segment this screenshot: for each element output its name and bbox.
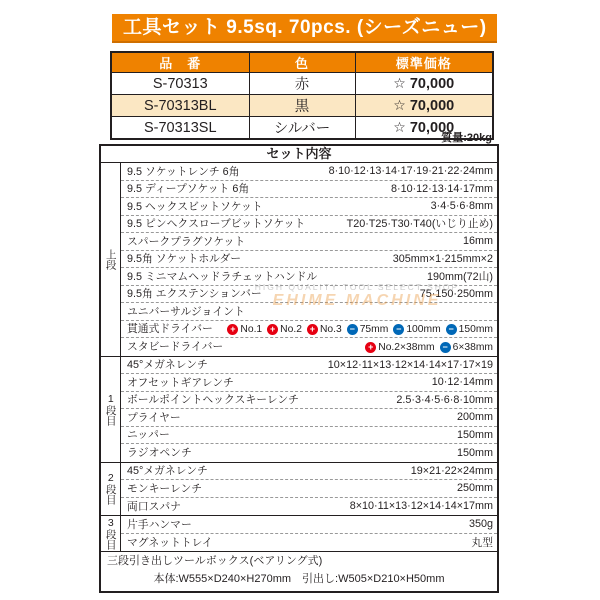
set-contents-table xyxy=(99,144,499,593)
item-name: プライヤー xyxy=(127,411,181,424)
item-spec: 10×12·11×13·12×14·14×17·17×19 xyxy=(327,358,493,371)
column-header-price: 標準価格 xyxy=(355,52,493,73)
weight-note: 質量:20kg xyxy=(441,132,492,144)
content-row xyxy=(121,233,497,251)
item-spec: 10·12·14mm xyxy=(431,376,493,389)
color-value: シルバー xyxy=(249,117,355,140)
item-spec: 350g xyxy=(468,518,493,531)
phillips-driver-icon: + xyxy=(365,342,376,353)
driver-spec-segment xyxy=(393,324,440,335)
item-name: 9.5 ミニマムヘッドラチェットハンドル xyxy=(127,270,318,283)
column-header-part-number: 品 番 xyxy=(111,52,249,73)
content-row xyxy=(121,516,497,534)
item-name: 9.5角 エクステンションバー xyxy=(127,288,262,301)
item-spec: 150mm xyxy=(456,446,493,459)
price-table-row xyxy=(111,95,493,117)
group-rows-tray3 xyxy=(121,516,497,551)
item-spec xyxy=(360,341,493,353)
item-name: ユニバーサルジョイント xyxy=(127,305,245,318)
price-value xyxy=(355,95,493,117)
driver-spec-text: 6×38mm xyxy=(452,341,493,353)
item-name: 9.5角 ソケットホルダー xyxy=(127,253,242,266)
driver-spec-segment xyxy=(365,342,434,353)
toolbox-row xyxy=(101,552,497,591)
phillips-driver-icon: + xyxy=(267,324,278,335)
price-amount: 70,000 xyxy=(409,120,455,136)
column-header-color: 色 xyxy=(249,52,355,73)
driver-spec-segment xyxy=(446,324,493,335)
content-row xyxy=(121,357,497,375)
watermark-tagline: HIGH QUALITY TOOL SELECT SHOP xyxy=(254,282,460,292)
content-row xyxy=(121,286,497,304)
flathead-driver-icon: − xyxy=(440,342,451,353)
flathead-driver-icon: − xyxy=(393,324,404,335)
phillips-driver-icon: + xyxy=(227,324,238,335)
item-name: 9.5 ヘックスビットソケット xyxy=(127,200,263,213)
item-spec xyxy=(222,323,493,335)
group-label-tray1 xyxy=(101,357,121,462)
item-spec: 8×10·11×13·12×14·14×17mm xyxy=(349,500,493,513)
item-name: スタビードライバー xyxy=(127,341,224,354)
item-spec: 8·10·12·13·14·17mm xyxy=(390,182,493,195)
flathead-driver-icon: − xyxy=(446,324,457,335)
item-name: オフセットギアレンチ xyxy=(127,376,234,389)
item-spec: 250mm xyxy=(456,482,493,495)
price-value xyxy=(355,73,493,95)
item-spec: T20·T25·T30·T40(いじり止め) xyxy=(346,218,493,231)
item-name: 両口スパナ xyxy=(127,500,181,513)
price-table-row xyxy=(111,73,493,95)
content-row xyxy=(121,338,497,356)
content-row xyxy=(121,534,497,552)
content-row xyxy=(121,321,497,339)
part-number: S-70313 xyxy=(111,73,249,95)
driver-spec-text: No.3 xyxy=(319,323,342,335)
phillips-driver-icon: + xyxy=(307,324,318,335)
toolbox-dimensions: 本体:W555×D240×H270mm 引出し:W505×D210×H50mm xyxy=(153,573,445,585)
driver-spec-text: 100mm xyxy=(406,323,441,335)
contents-group-top xyxy=(101,163,497,357)
item-name: ニッパー xyxy=(127,429,170,442)
part-number: S-70313BL xyxy=(111,95,249,117)
driver-spec-segment xyxy=(307,324,342,335)
driver-spec-text: No.2×38mm xyxy=(378,341,435,353)
contents-group-tray3 xyxy=(101,516,497,552)
item-name: スパークプラグソケット xyxy=(127,235,246,248)
contents-group-tray2 xyxy=(101,463,497,517)
content-row xyxy=(121,392,497,410)
price-amount: 70,000 xyxy=(409,76,455,92)
watermark-shop-name: EHIME MACHINE xyxy=(272,292,442,309)
driver-spec-segment xyxy=(347,324,389,335)
driver-spec-text: 150mm xyxy=(458,323,493,335)
group-rows-tray2 xyxy=(121,463,497,516)
group-label-tray2 xyxy=(101,463,121,516)
page-title: 工具セット 9.5sq. 70pcs. (シーズニュー) xyxy=(112,14,497,43)
item-spec: 丸型 xyxy=(471,536,493,549)
driver-spec-text: 75mm xyxy=(359,323,389,335)
group-label-text: 3段目 xyxy=(104,517,117,550)
item-spec: 200mm xyxy=(456,411,493,424)
group-label-text: 1段目 xyxy=(104,392,117,426)
driver-spec-segment xyxy=(440,342,493,353)
item-spec: 2.5·3·4·5·6·8·10mm xyxy=(396,393,493,406)
item-name: 9.5 ディープソケット 6角 xyxy=(127,183,250,196)
item-name: 45°メガネレンチ xyxy=(127,465,208,478)
content-row xyxy=(121,181,497,199)
content-row xyxy=(121,268,497,286)
item-name: 9.5 ソケットレンチ 6角 xyxy=(127,165,240,178)
item-name: 片手ハンマー xyxy=(127,518,192,531)
item-spec: 75·150·250mm xyxy=(419,287,493,300)
content-row xyxy=(121,374,497,392)
item-spec: 3·4·5·6·8mm xyxy=(430,200,493,213)
contents-group-tray1 xyxy=(101,357,497,463)
item-spec: 305mm×1·215mm×2 xyxy=(392,252,493,265)
content-row xyxy=(121,251,497,269)
price-amount: 70,000 xyxy=(409,98,455,114)
driver-spec-text: No.1 xyxy=(240,323,263,335)
set-contents-header: セット内容 xyxy=(101,146,497,163)
group-label-top xyxy=(101,163,121,356)
content-row xyxy=(121,480,497,498)
content-row xyxy=(121,303,497,321)
group-rows-top xyxy=(121,163,497,356)
price-table xyxy=(110,51,494,140)
color-value: 赤 xyxy=(249,73,355,95)
group-label-tray3 xyxy=(101,516,121,551)
item-name: 貫通式ドライバー xyxy=(127,323,213,336)
content-row xyxy=(121,444,497,462)
group-label-text: 上段 xyxy=(104,248,117,270)
part-number: S-70313SL xyxy=(111,117,249,140)
item-name: 45°メガネレンチ xyxy=(127,359,208,372)
contents-body xyxy=(101,163,497,552)
content-row xyxy=(121,498,497,516)
item-name: ボールポイントヘックスキーレンチ xyxy=(127,394,299,407)
group-label-text: 2段目 xyxy=(104,472,117,506)
price-table-header-row xyxy=(111,52,493,73)
color-value: 黒 xyxy=(249,95,355,117)
item-spec: 16mm xyxy=(463,235,493,248)
toolbox-name: 三段引き出しツールボックス(ベアリング式) xyxy=(107,555,323,567)
star-icon: ☆ xyxy=(393,97,406,113)
driver-spec-text: No.2 xyxy=(280,323,302,335)
group-rows-tray1 xyxy=(121,357,497,462)
content-row xyxy=(121,409,497,427)
star-icon: ☆ xyxy=(393,75,406,91)
driver-spec-segment xyxy=(267,324,302,335)
item-spec: 19×21·22×24mm xyxy=(410,464,493,477)
content-row xyxy=(121,198,497,216)
item-spec: 190mm(72山) xyxy=(427,270,493,283)
item-name: モンキーレンチ xyxy=(127,482,203,495)
flathead-driver-icon: − xyxy=(347,324,358,335)
item-name: マグネットトレイ xyxy=(127,536,213,549)
star-icon: ☆ xyxy=(393,119,406,135)
content-row xyxy=(121,463,497,481)
item-name: ラジオペンチ xyxy=(127,447,192,460)
driver-spec-segment xyxy=(227,324,262,335)
content-row xyxy=(121,216,497,234)
content-row xyxy=(121,163,497,181)
item-spec: 8·10·12·13·14·17·19·21·22·24mm xyxy=(328,165,493,178)
item-spec: 150mm xyxy=(456,428,493,441)
content-row xyxy=(121,427,497,445)
item-name: 9.5 ピンヘクスローブビットソケット xyxy=(127,218,306,231)
